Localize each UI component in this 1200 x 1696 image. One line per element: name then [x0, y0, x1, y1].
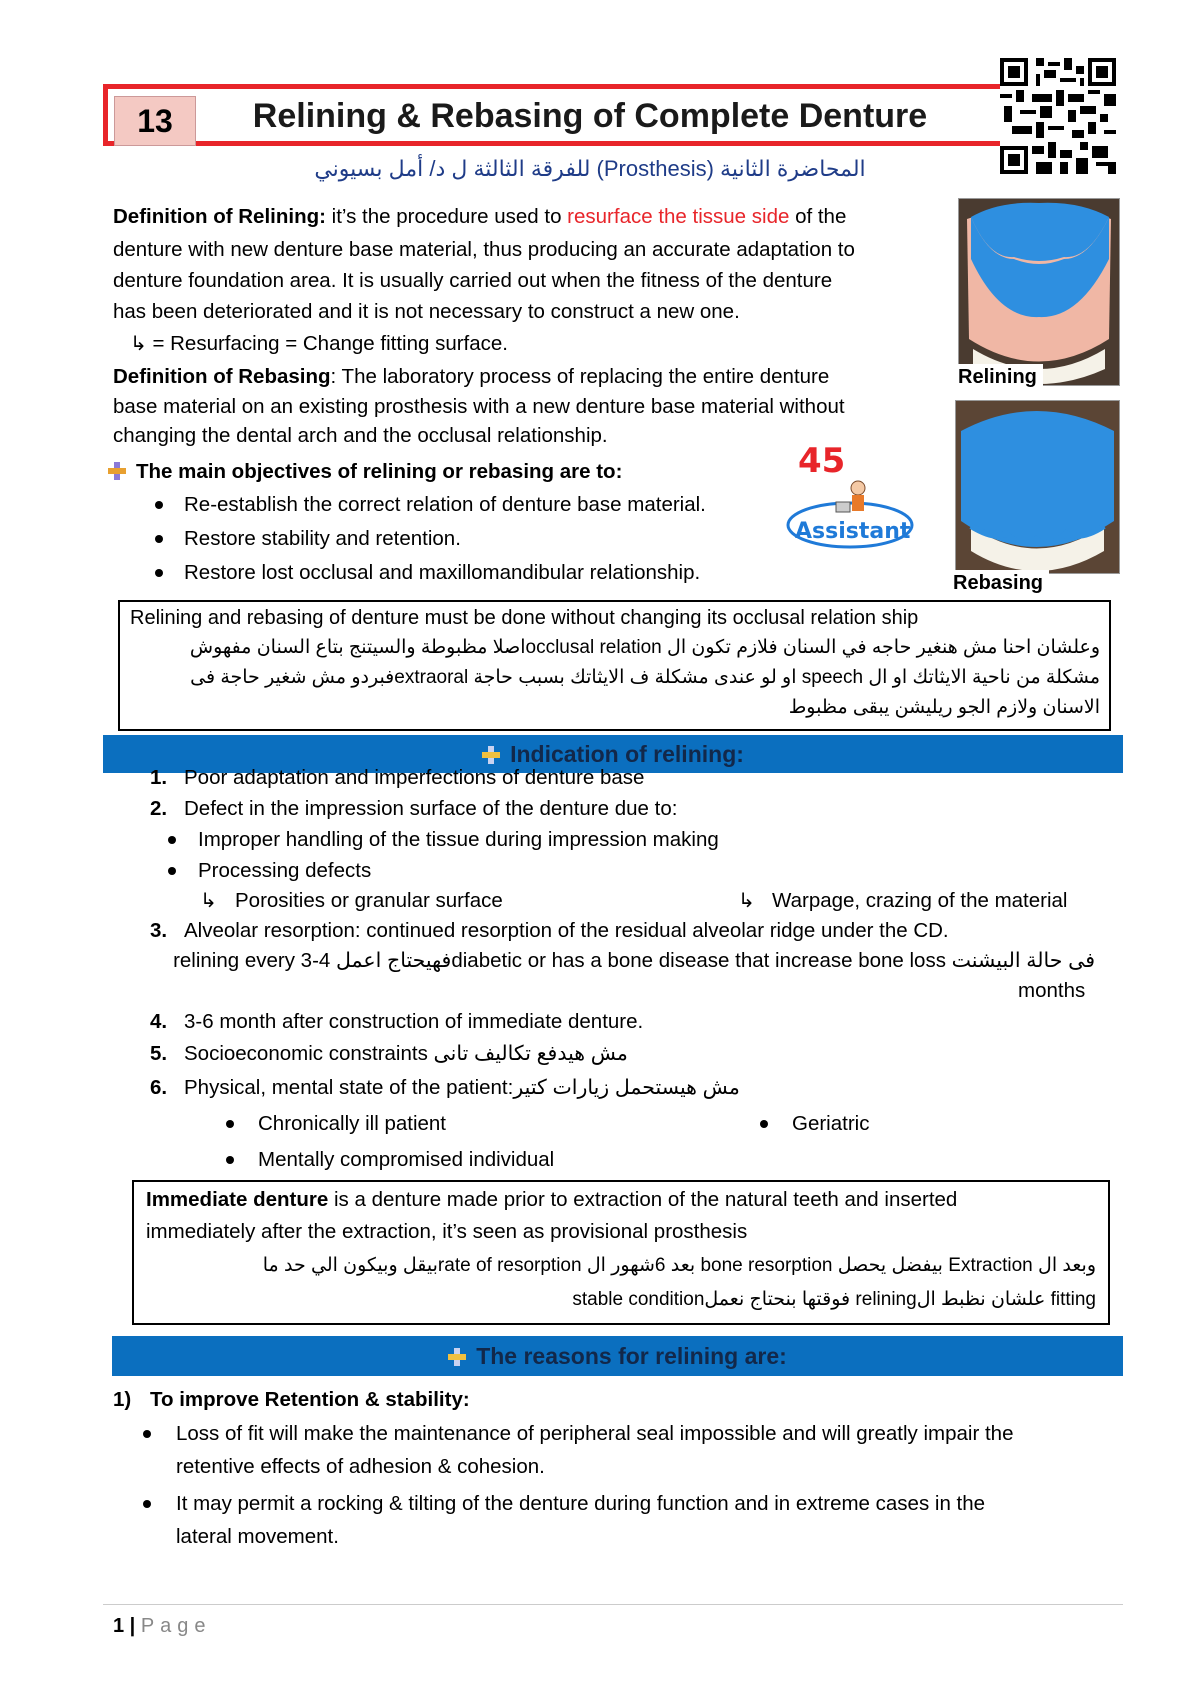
immediate-denture-label: Immediate denture: [146, 1188, 329, 1211]
list-item: Restore stability and retention.: [184, 527, 461, 550]
objectives-heading: The main objectives of relining or rebasing are to:: [108, 456, 622, 488]
bullet-icon: [143, 1500, 151, 1508]
list-item: Re-establish the correct relation of denture base material.: [184, 493, 706, 516]
lecture-subtitle: المحاضرة الثانية (Prosthesis) للفرقة الثالثة ل د/ أمل بسيوني: [314, 156, 866, 181]
relining-definition-label: Definition of Relining:: [113, 205, 326, 228]
bullet-icon: [226, 1120, 234, 1128]
list-item: Physical, mental state of the patient:مش هيستحمل زيارات كتير: [184, 1076, 740, 1099]
list-item: Alveolar resorption: continued resorption of the residual alveolar ridge under the CD.: [184, 919, 949, 942]
list-item: Defect in the impression surface of the denture due to:: [184, 797, 678, 820]
arrow-icon: ↳: [738, 890, 755, 912]
rebasing-definition-label: Definition of Rebasing: [113, 365, 331, 388]
bullet-icon: [168, 867, 176, 875]
list-item: Mentally compromised individual: [258, 1148, 555, 1171]
bullet-icon: [143, 1430, 151, 1438]
lecture-number-badge: 13: [114, 96, 196, 146]
list-item: Porosities or granular surface: [235, 889, 503, 912]
relining-denture-photo: [958, 198, 1120, 386]
rebasing-caption: Rebasing: [947, 570, 1049, 596]
bullet-icon: [155, 535, 163, 543]
arrow-icon: ↳: [200, 890, 217, 912]
reasons-section-header: The reasons for relining are:: [112, 1336, 1123, 1376]
qr-code-icon: [1000, 58, 1116, 174]
list-item: Geriatric: [792, 1112, 870, 1135]
bullet-icon: [155, 569, 163, 577]
list-item: It may permit a rocking & tilting of the denture during function and in extreme cases in the: [176, 1492, 986, 1515]
rebasing-denture-photo: [955, 400, 1120, 574]
list-item: Improper handling of the tissue during impression making: [198, 828, 719, 851]
list-item: Poor adaptation and imperfections of denture base: [184, 766, 645, 789]
page-title: Relining & Rebasing of Complete Denture: [252, 97, 928, 135]
footer-divider: [103, 1604, 1123, 1605]
list-item: Warpage, crazing of the material: [772, 889, 1068, 912]
bullet-icon: [226, 1156, 234, 1164]
reasons-subheading: To improve Retention & stability:: [150, 1388, 470, 1411]
list-item: Loss of fit will make the maintenance of peripheral seal impossible and will greatly impair the: [176, 1422, 1014, 1445]
bullet-icon: [155, 501, 163, 509]
list-item: Chronically ill patient: [258, 1112, 447, 1135]
page-number: 1: [113, 1615, 125, 1637]
list-item: Processing defects: [198, 859, 372, 882]
bullet-icon: [168, 836, 176, 844]
highlight-text: resurface the tissue side: [567, 205, 790, 228]
relining-caption: Relining: [952, 364, 1043, 390]
list-item: Socioeconomic constraints مش هيدفع تكاليف تانى: [184, 1042, 628, 1065]
bullet-icon: [760, 1120, 768, 1128]
assistant-mascot-logo: [780, 440, 920, 560]
plus-bullet-icon: [448, 1348, 466, 1366]
arrow-icon: ↳: [130, 333, 147, 355]
list-item: Restore lost occlusal and maxillomandibular relationship.: [184, 561, 701, 584]
svg-text:Assistant: Assistant: [795, 519, 911, 544]
list-item: 3-6 month after construction of immediate denture.: [184, 1010, 644, 1033]
indication-section-header: Indication of relining:: [103, 735, 1123, 773]
rebasing-definition: Definition of Rebasing: The laboratory process of replacing the entire denture: [113, 365, 830, 388]
page-footer: 1 | Page: [113, 1615, 212, 1637]
relining-definition: Definition of Relining: it’s the procedure used to resurface the tissue side of the: [113, 205, 847, 228]
plus-bullet-icon: [108, 462, 126, 480]
svg-text:45: 45: [798, 441, 846, 481]
